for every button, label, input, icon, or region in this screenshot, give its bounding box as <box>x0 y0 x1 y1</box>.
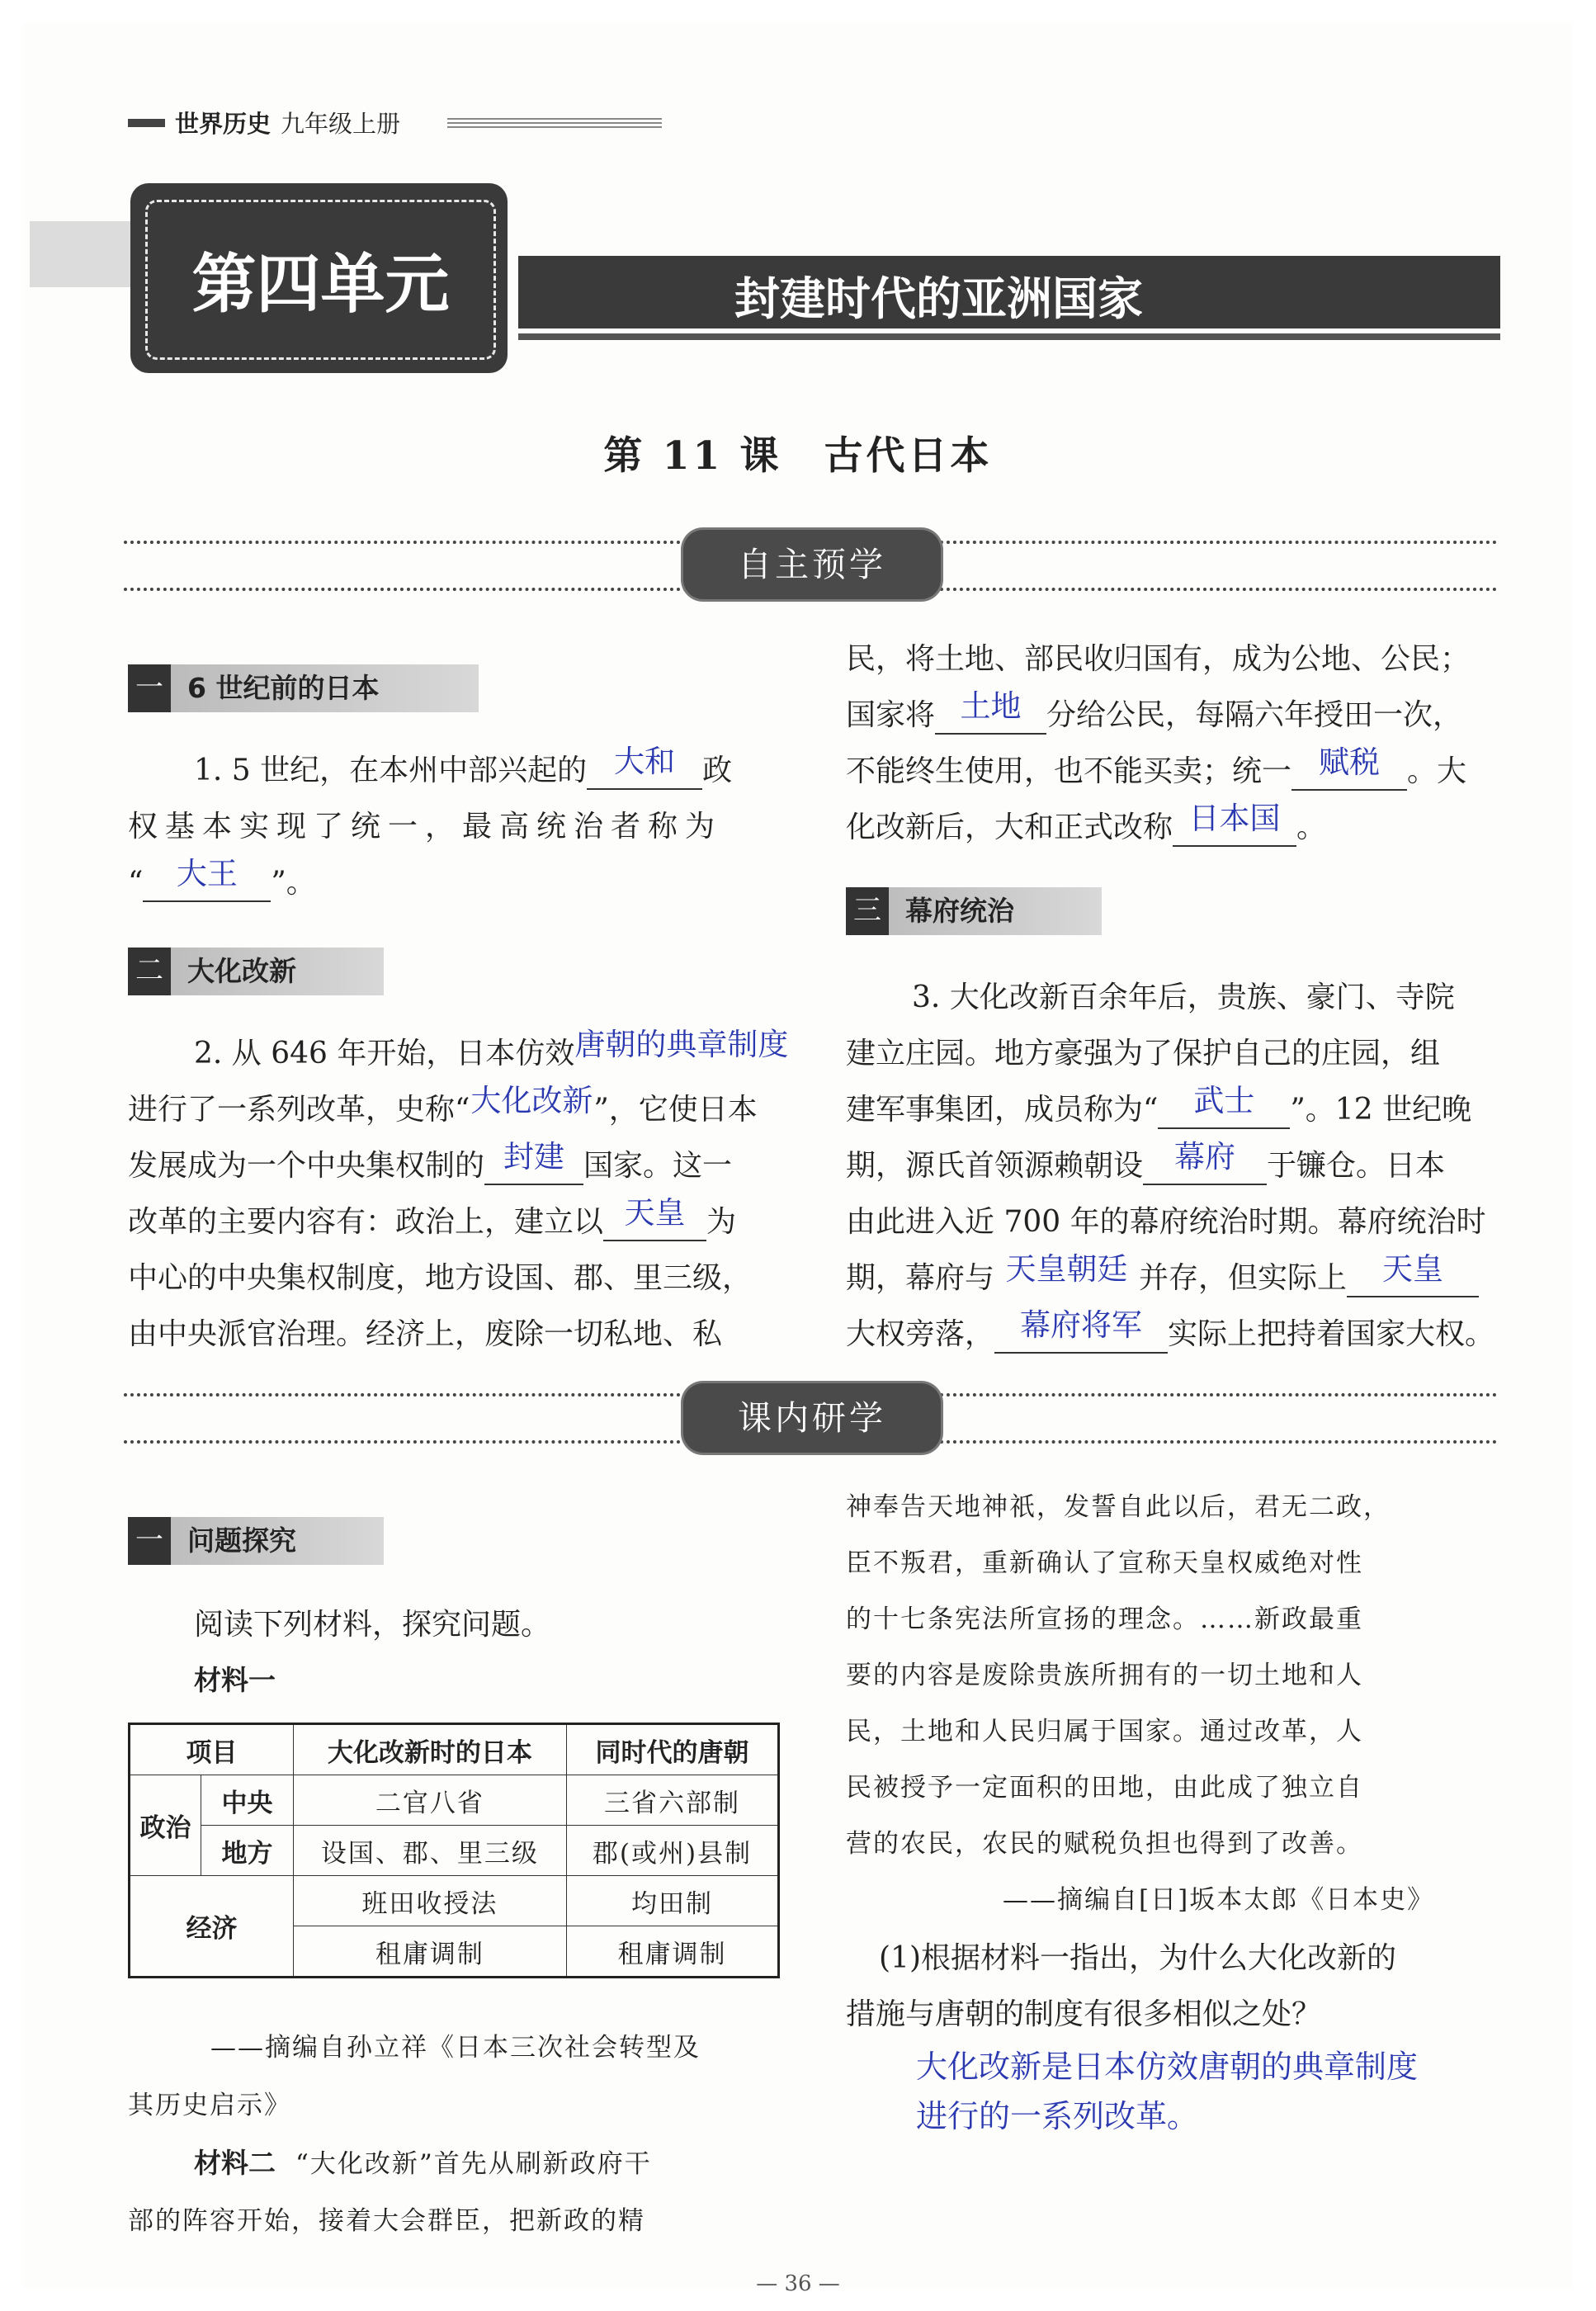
q2-line: 2. 从 646 年开始，日本仿效唐朝的典章制度 <box>194 1027 789 1070</box>
table-header-row <box>130 1724 779 1775</box>
lesson-title: 第 11 课 古代日本 <box>603 433 993 479</box>
table-cell: 经济 <box>130 1876 294 1978</box>
table-cell: 租庸调制 <box>293 1926 566 1978</box>
answer-blank: 唐朝的典章制度 <box>574 1027 789 1062</box>
q3-line: 期，源氏首领源赖朝设 幕府 于镰仓。日本 <box>846 1142 1445 1185</box>
comparison-table <box>128 1723 780 1978</box>
material-2-line: 要的内容是废除贵族所拥有的一切土地和人 <box>846 1661 1363 1690</box>
q2-continued-line: 民，将土地、部民收归国有，成为公地、公民； <box>846 642 1471 676</box>
table-row <box>130 1876 779 1926</box>
header-subject: 世界历史 <box>175 110 272 138</box>
table-cell: 二官八省 <box>293 1775 566 1826</box>
unit-title: 第四单元 <box>191 248 450 322</box>
q3-line: 由此进入近 700 年的幕府统治时期。幕府统治时 <box>846 1205 1486 1239</box>
table-header-cell: 大化改新时的日本 <box>293 1724 566 1775</box>
table-row <box>130 1775 779 1826</box>
source-citation: 其历史启示》 <box>128 2091 291 2120</box>
q3-line: 建立庄园。地方豪强为了保护自己的庄园，组 <box>846 1037 1441 1070</box>
header-lines <box>447 118 662 130</box>
q2-line: 改革的主要内容有：政治上，建立以 天皇 为 <box>128 1198 736 1241</box>
table-cell: 郡(或州)县制 <box>566 1826 778 1876</box>
answer-blank: 武士 <box>1158 1091 1290 1129</box>
answer-blank: 大化改新 <box>470 1083 593 1118</box>
page-number: — 36 — <box>756 2271 840 2296</box>
section-label: 6 世纪前的日本 <box>187 672 380 704</box>
answer-blank: 天皇 <box>603 1203 706 1241</box>
section-label: 大化改新 <box>187 955 296 987</box>
table-cell: 设国、郡、里三级 <box>293 1826 566 1876</box>
answer-blank: 幕府 <box>1143 1147 1267 1185</box>
material-2-line: 营的农民，农民的赋税负担也得到了改善。 <box>846 1829 1363 1859</box>
section-header-4 <box>128 1517 384 1565</box>
table-cell: 三省六部制 <box>566 1775 778 1826</box>
q3-line: 大权旁落， 幕府将军 实际上把持着国家大权。 <box>846 1311 1494 1354</box>
answer-blank: 大和 <box>587 752 702 790</box>
q2-line: 进行了一系列改革，史称“大化改新”，它使日本 <box>128 1083 758 1127</box>
source-citation: ——摘编自[日]坂本太郎《日本史》 <box>1003 1885 1435 1915</box>
section-label: 问题探究 <box>187 1524 296 1557</box>
answer-blank: 封建 <box>484 1147 583 1185</box>
table-cell: 班田收授法 <box>293 1876 566 1926</box>
table-cell: 地方 <box>201 1826 294 1876</box>
table-cell: 中央 <box>201 1775 294 1826</box>
q3-line: 期，幕府与 天皇朝廷 并存，但实际上 天皇 <box>846 1255 1479 1297</box>
explore-intro: 阅读下列材料，探究问题。 <box>194 1608 551 1642</box>
material-2-line: 民，土地和人民归属于国家。通过改革，人 <box>846 1717 1363 1746</box>
header-grade: 九年级上册 <box>281 110 401 138</box>
section-number: 一 <box>128 1517 171 1565</box>
question-line: (1)根据材料一指出，为什么大化改新的 <box>879 1941 1396 1975</box>
q1-line: 1. 5 世纪，在本州中部兴起的 大和 政 <box>194 747 732 790</box>
answer-blank: 大王 <box>143 864 271 902</box>
q2-continued-line: 化改新后，大和正式改称 日本国 。 <box>846 804 1326 847</box>
q1-line: “ 大王 ”。 <box>128 859 316 902</box>
answer-blank: 赋税 <box>1291 753 1407 791</box>
question-line: 措施与唐朝的制度有很多相似之处？ <box>846 1997 1322 2031</box>
q2-line: 由中央派官治理。经济上，废除一切私地、私 <box>128 1317 723 1351</box>
q2-line: 发展成为一个中央集权制的 封建 国家。这一 <box>128 1142 732 1185</box>
answer-blank: 天皇 <box>1347 1259 1479 1297</box>
q1-line: 权基本实现了统一，最高统治者称为 <box>128 810 723 844</box>
source-citation: ——摘编自孙立祥《日本三次社会转型及 <box>210 2033 701 2063</box>
section-header-3 <box>846 887 1102 935</box>
table-header-cell: 同时代的唐朝 <box>566 1724 778 1775</box>
section-label: 幕府统治 <box>905 895 1014 927</box>
section-number: 二 <box>128 948 171 995</box>
section-header-1 <box>128 664 479 712</box>
q3-line: 3. 大化改新百余年后，贵族、豪门、寺院 <box>912 981 1455 1014</box>
answer-blank: 天皇朝廷 <box>1005 1251 1128 1287</box>
answer-blank: 幕府将军 <box>994 1316 1168 1354</box>
banner-gray-strip <box>30 221 130 287</box>
answer-blank: 土地 <box>935 697 1046 735</box>
section-number: 三 <box>846 887 889 935</box>
section-header-2 <box>128 948 384 995</box>
section-pill-preview: 自主预学 <box>683 530 941 599</box>
answer-line: 进行的一系列改革。 <box>916 2098 1199 2134</box>
q2-line: 中心的中央集权制度，地方设国、郡、里三级， <box>128 1261 753 1295</box>
handwritten-answer <box>916 2042 1494 2141</box>
material-2-line: 民被授予一定面积的田地，由此成了独立自 <box>846 1773 1363 1803</box>
q2-continued-line: 不能终生使用，也不能买卖；统一 赋税 。大 <box>846 748 1466 791</box>
q2-continued-line: 国家将 土地 分给公民，每隔六年授田一次， <box>846 692 1462 735</box>
material-1-label: 材料一 <box>194 1664 276 1696</box>
table-row <box>130 1826 779 1876</box>
unit-subtitle: 封建时代的亚洲国家 <box>734 272 1144 325</box>
material-2-line: 材料二 “大化改新”首先从刷新政府干 <box>194 2147 652 2179</box>
material-2-line: 的十七条宪法所宣扬的理念。……新政最重 <box>846 1604 1363 1634</box>
section-pill-study: 课内研学 <box>683 1383 941 1453</box>
material-2-line: 臣不叛君，重新确认了宣称天皇权威绝对性 <box>846 1548 1363 1578</box>
header-bar <box>128 119 165 127</box>
table-cell: 租庸调制 <box>566 1926 778 1978</box>
table-header-cell: 项目 <box>130 1724 294 1775</box>
q3-line: 建军事集团，成员称为“ 武士 ”。12 世纪晚 <box>846 1086 1471 1129</box>
table-cell: 均田制 <box>566 1876 778 1926</box>
answer-blank: 日本国 <box>1173 809 1296 847</box>
material-2-line: 神奉告天地神祇，发誓自此以后，君无二政， <box>846 1492 1391 1522</box>
running-header <box>175 106 400 139</box>
answer-line: 大化改新是日本仿效唐朝的典章制度 <box>916 2049 1419 2085</box>
section-number: 一 <box>128 664 171 712</box>
material-2-line: 部的阵容开始，接着大会群臣，把新政的精 <box>128 2206 645 2236</box>
table-cell: 政治 <box>130 1775 201 1876</box>
